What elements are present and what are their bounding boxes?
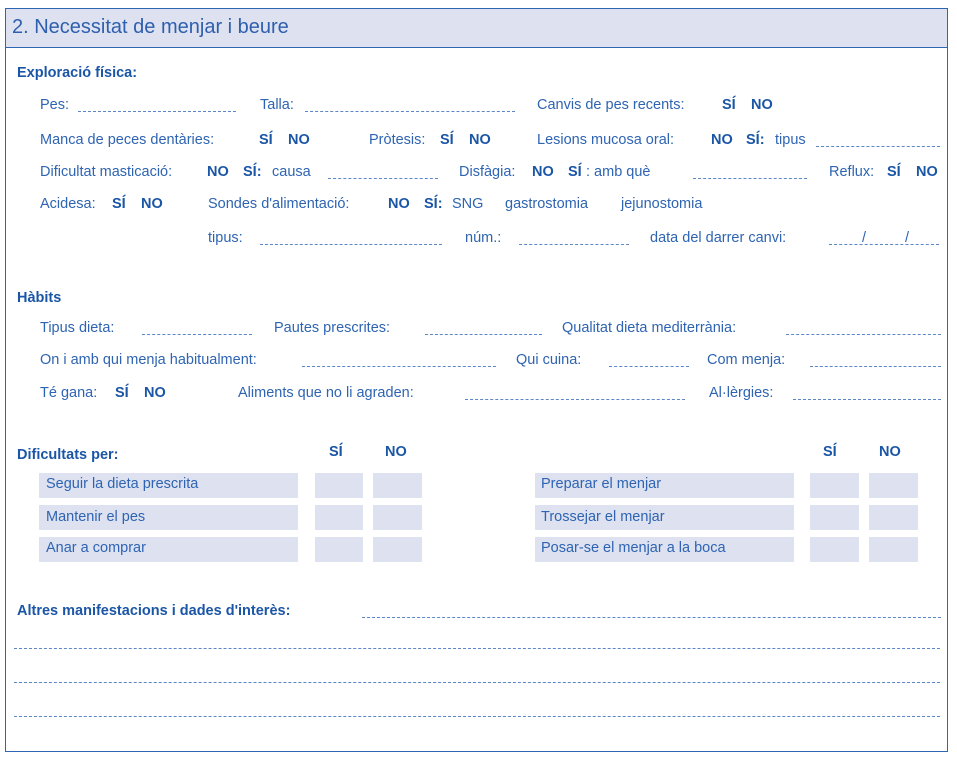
sondes-yes[interactable]: SÍ: xyxy=(424,196,443,212)
canvis-no[interactable]: NO xyxy=(751,97,773,113)
pautes-field[interactable] xyxy=(425,334,542,335)
causa-label: causa xyxy=(272,164,311,180)
com-menja-label: Com menja: xyxy=(707,352,786,368)
form-frame xyxy=(5,8,948,752)
qualitat-field[interactable] xyxy=(786,334,941,335)
mast-yes[interactable]: SÍ: xyxy=(243,164,262,180)
canvis-label: Canvis de pes recents: xyxy=(537,97,685,113)
allergies-field[interactable] xyxy=(793,399,941,400)
habits-heading: Hàbits xyxy=(17,290,62,306)
reflux-label: Reflux: xyxy=(829,164,875,180)
aliments-label: Aliments que no li agraden: xyxy=(238,385,414,401)
data-canvi-label: data del darrer canvi: xyxy=(650,230,787,246)
gana-yes[interactable]: SÍ xyxy=(115,385,129,401)
canvis-yes[interactable]: SÍ xyxy=(722,97,736,113)
talla-label: Talla: xyxy=(260,97,294,113)
acidesa-yes[interactable]: SÍ xyxy=(112,196,126,212)
sng-option[interactable]: SNG xyxy=(452,196,484,212)
dif-right-label-1: Preparar el menjar xyxy=(541,476,662,492)
dificultat-mast-label: Dificultat masticació: xyxy=(40,164,173,180)
pes-label: Pes: xyxy=(40,97,70,113)
date-slash-2: / xyxy=(905,230,910,246)
com-menja-field[interactable] xyxy=(810,366,941,367)
causa-field[interactable] xyxy=(328,178,438,179)
num-field[interactable] xyxy=(519,244,629,245)
lesions-label: Lesions mucosa oral: xyxy=(537,132,675,148)
altres-field-line-1[interactable] xyxy=(362,617,941,618)
on-amb-qui-field[interactable] xyxy=(302,366,496,367)
tipus-dieta-label: Tipus dieta: xyxy=(40,320,115,336)
disfagia-label: Disfàgia: xyxy=(459,164,516,180)
exploracio-heading: Exploració física: xyxy=(17,65,138,81)
te-gana-label: Té gana: xyxy=(40,385,98,401)
mast-no[interactable]: NO xyxy=(207,164,229,180)
date-slash-1: / xyxy=(862,230,867,246)
disfagia-no[interactable]: NO xyxy=(532,164,554,180)
dif-right-no-box-1[interactable] xyxy=(869,473,918,498)
pes-field[interactable] xyxy=(78,111,236,112)
dificultats-heading: Dificultats per: xyxy=(17,447,119,463)
jejunostomia-option[interactable]: jejunostomia xyxy=(621,196,703,212)
altres-heading: Altres manifestacions i dades d'interès: xyxy=(17,603,291,619)
qui-cuina-label: Qui cuina: xyxy=(516,352,582,368)
pautes-label: Pautes prescrites: xyxy=(274,320,391,336)
dif-left-yes-box-2[interactable] xyxy=(315,505,363,530)
lesions-tipus-label: tipus xyxy=(775,132,806,148)
qui-cuina-field[interactable] xyxy=(609,366,689,367)
dif-left-no-box-2[interactable] xyxy=(373,505,422,530)
tipus-dieta-field[interactable] xyxy=(142,334,252,335)
tipus-field[interactable] xyxy=(260,244,442,245)
dif-left-no-box-1[interactable] xyxy=(373,473,422,498)
gana-no[interactable]: NO xyxy=(144,385,166,401)
aliments-field[interactable] xyxy=(465,399,685,400)
protesis-label: Pròtesis: xyxy=(369,132,426,148)
dif-right-yes-box-1[interactable] xyxy=(810,473,859,498)
protesis-no[interactable]: NO xyxy=(469,132,491,148)
amb-que-label: : amb què xyxy=(586,164,651,180)
reflux-yes[interactable]: SÍ xyxy=(887,164,901,180)
altres-field-line-2[interactable] xyxy=(14,648,940,649)
dif-right-yes-header: SÍ xyxy=(823,444,837,460)
dif-right-no-header: NO xyxy=(879,444,901,460)
dif-left-no-box-3[interactable] xyxy=(373,537,422,562)
dif-right-label-2: Trossejar el menjar xyxy=(541,509,665,525)
manca-no[interactable]: NO xyxy=(288,132,310,148)
num-label: núm.: xyxy=(465,230,502,246)
reflux-no[interactable]: NO xyxy=(916,164,938,180)
manca-yes[interactable]: SÍ xyxy=(259,132,273,148)
dif-right-label-3: Posar-se el menjar a la boca xyxy=(541,540,726,556)
dif-left-label-1: Seguir la dieta prescrita xyxy=(46,476,199,492)
protesis-yes[interactable]: SÍ xyxy=(440,132,454,148)
dif-left-label-3: Anar a comprar xyxy=(46,540,146,556)
allergies-label: Al·lèrgies: xyxy=(709,385,774,401)
dif-right-no-box-3[interactable] xyxy=(869,537,918,562)
talla-field[interactable] xyxy=(305,111,515,112)
tipus-label: tipus: xyxy=(208,230,243,246)
dif-left-yes-header: SÍ xyxy=(329,444,343,460)
dif-left-yes-box-3[interactable] xyxy=(315,537,363,562)
qualitat-label: Qualitat dieta mediterrània: xyxy=(562,320,737,336)
lesions-yes[interactable]: SÍ: xyxy=(746,132,765,148)
dif-right-no-box-2[interactable] xyxy=(869,505,918,530)
dif-left-label-2: Mantenir el pes xyxy=(46,509,146,525)
amb-que-field[interactable] xyxy=(693,178,807,179)
sondes-label: Sondes d'alimentació: xyxy=(208,196,350,212)
dif-right-yes-box-2[interactable] xyxy=(810,505,859,530)
on-amb-qui-label: On i amb qui menja habitualment: xyxy=(40,352,257,368)
manca-label: Manca de peces dentàries: xyxy=(40,132,215,148)
section-title: 2. Necessitat de menjar i beure xyxy=(12,16,289,38)
disfagia-yes[interactable]: SÍ xyxy=(568,164,582,180)
acidesa-label: Acidesa: xyxy=(40,196,96,212)
dif-right-yes-box-3[interactable] xyxy=(810,537,859,562)
dif-left-yes-box-1[interactable] xyxy=(315,473,363,498)
dif-left-no-header: NO xyxy=(385,444,407,460)
altres-field-line-4[interactable] xyxy=(14,716,940,717)
acidesa-no[interactable]: NO xyxy=(141,196,163,212)
sondes-no[interactable]: NO xyxy=(388,196,410,212)
lesions-tipus-field[interactable] xyxy=(816,146,940,147)
altres-field-line-3[interactable] xyxy=(14,682,940,683)
gastrostomia-option[interactable]: gastrostomia xyxy=(505,196,589,212)
lesions-no[interactable]: NO xyxy=(711,132,733,148)
data-canvi-field[interactable] xyxy=(829,244,939,245)
